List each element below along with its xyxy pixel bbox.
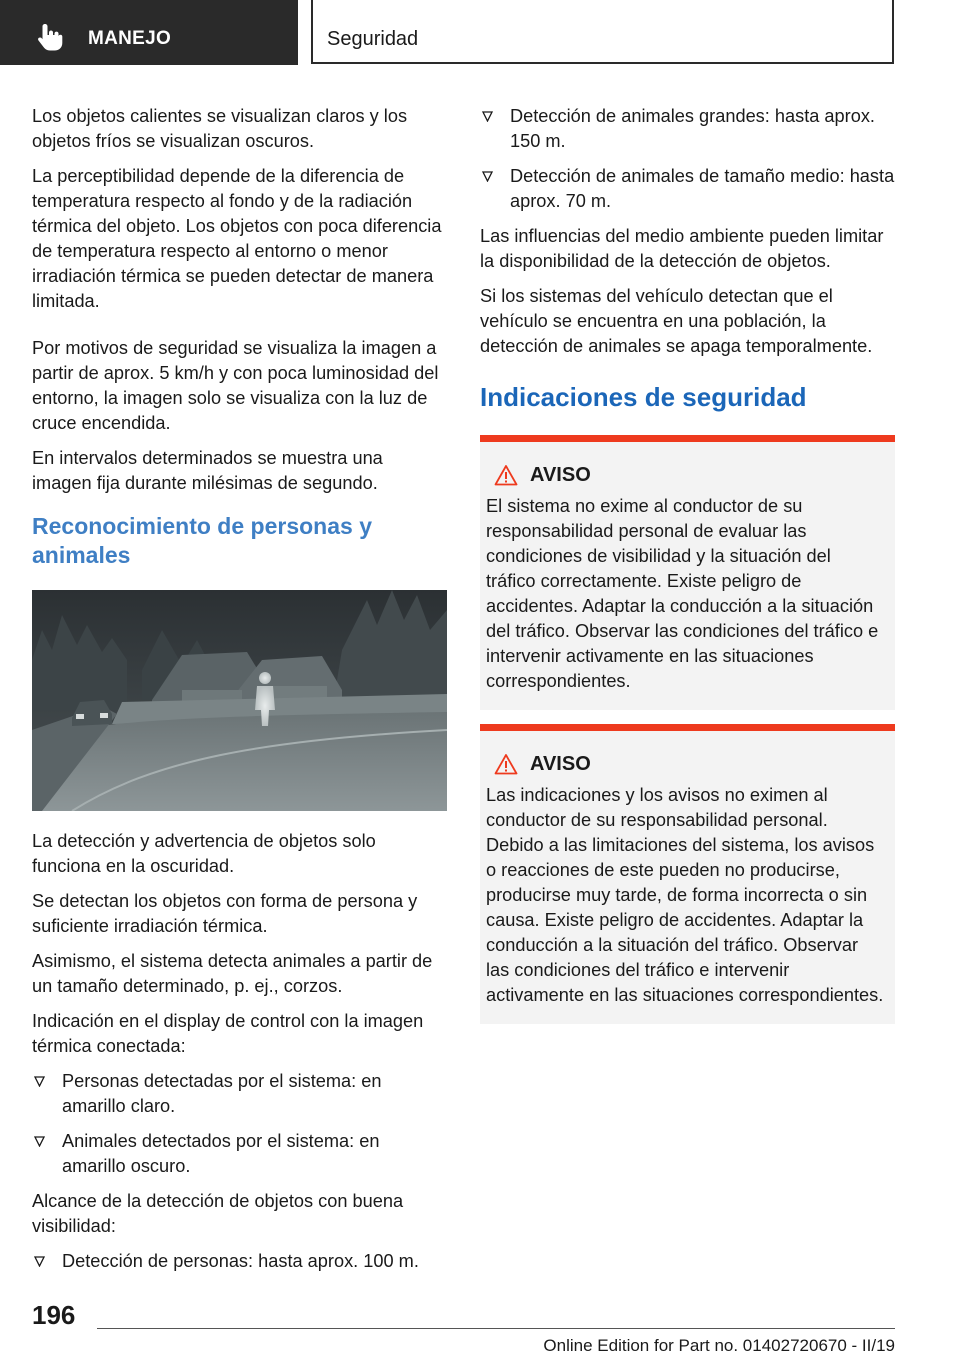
- paragraph: Se detectan los objetos con forma de persona y suficiente irradiación térmica.: [32, 891, 418, 936]
- paragraph: Indicación en el display de control con la imagen térmica conectada:: [32, 1011, 424, 1056]
- warning-triangle-icon: [494, 753, 518, 775]
- paragraph: Asimismo, el sistema detecta animales a partir de un tamaño determinado, p. ej., corzos.: [32, 951, 433, 996]
- paragraph: La detección y advertencia de objetos solo funciona en la oscuridad.: [32, 831, 376, 876]
- hand-pointer-icon: [36, 22, 64, 52]
- page-number: 196: [32, 1300, 76, 1330]
- triangle-bullet-icon: [482, 111, 493, 122]
- list-item: Detección de animales grandes: hasta aprox. 150 m.: [480, 104, 895, 154]
- paragraph: La perceptibilidad depende de la diferencia de temperatura respecto al fondo y de la radiación térmica del objeto. Los objetos con poca diferencia de temperatura respecto al entorno o menor irradiación térmica se pueden detectar de manera limitada.: [32, 166, 442, 311]
- section-heading: Reconocimiento de personas y animales: [32, 513, 372, 568]
- left-column: [32, 104, 447, 1284]
- bullet-list: [32, 1069, 447, 1179]
- warning-label: AVISO: [530, 464, 591, 486]
- warning-text: El sistema no exime al conductor de su responsabilidad personal de evaluar las condiciones de visibilidad y la situación del tráfico correctamente. Existe peligro de accidentes. Adaptar la conducción a la situación del tráfico. Observar las condiciones del tráfico e intervenir activamente en las situaciones correspondientes.: [486, 496, 879, 691]
- warning-box: [480, 435, 895, 710]
- paragraph: Por motivos de seguridad se visualiza la imagen a partir de aprox. 5 km/h y con poca luminosidad del entorno, la imagen solo se visualiza con la luz de cruce encendida.: [32, 338, 439, 433]
- triangle-bullet-icon: [34, 1256, 45, 1267]
- triangle-bullet-icon: [482, 171, 493, 182]
- warning-text: Las indicaciones y los avisos no eximen al conductor de su responsabilidad personal. Debido a las limitaciones del sistema, los avisos o reacciones de este pueden no producirse, producirse muy tarde, de forma incorrecta o sin causa. Existe peligro de accidentes. Adaptar la conducción a la situación del tráfico. Observar las condiciones del tráfico e intervenir activamente en las situaciones correspondientes.: [486, 785, 884, 1005]
- chapter-title: Seguridad: [327, 28, 419, 50]
- section-tab: [0, 0, 298, 65]
- paragraph: En intervalos determinados se muestra una imagen fija durante milésimas de segundo.: [32, 448, 383, 493]
- footer-divider: [97, 1328, 895, 1329]
- right-column: [480, 104, 895, 1024]
- thermal-image-photo: [32, 590, 447, 811]
- triangle-bullet-icon: [34, 1136, 45, 1147]
- list-item: Detección de personas: hasta aprox. 100 m.: [32, 1249, 447, 1274]
- warning-box: [480, 724, 895, 1024]
- warning-label: AVISO: [530, 753, 591, 775]
- paragraph: Si los sistemas del vehículo detectan que el vehículo se encuentra en una población, la detección de animales se apaga temporalmente.: [480, 286, 873, 356]
- section-heading: Indicaciones de seguridad: [480, 382, 807, 412]
- section-label: MANEJO: [88, 28, 172, 49]
- list-item: Detección de animales de tamaño medio: hasta aprox. 70 m.: [480, 164, 895, 214]
- paragraph: Los objetos calientes se visualizan claros y los objetos fríos se visualizan oscuros.: [32, 106, 408, 151]
- bullet-list: [32, 1249, 447, 1274]
- warning-triangle-icon: [494, 464, 518, 486]
- list-item: Animales detectados por el sistema: en amarillo oscuro.: [32, 1129, 447, 1179]
- list-item: Personas detectadas por el sistema: en amarillo claro.: [32, 1069, 447, 1119]
- triangle-bullet-icon: [34, 1076, 45, 1087]
- paragraph: Las influencias del medio ambiente pueden limitar la disponibilidad de la detección de objetos.: [480, 226, 884, 271]
- edition-note: Online Edition for Part no. 01402720670 - II/19: [543, 1336, 895, 1355]
- paragraph: Alcance de la detección de objetos con buena visibilidad:: [32, 1191, 404, 1236]
- chapter-header: [311, 0, 894, 64]
- bullet-list: [480, 104, 895, 214]
